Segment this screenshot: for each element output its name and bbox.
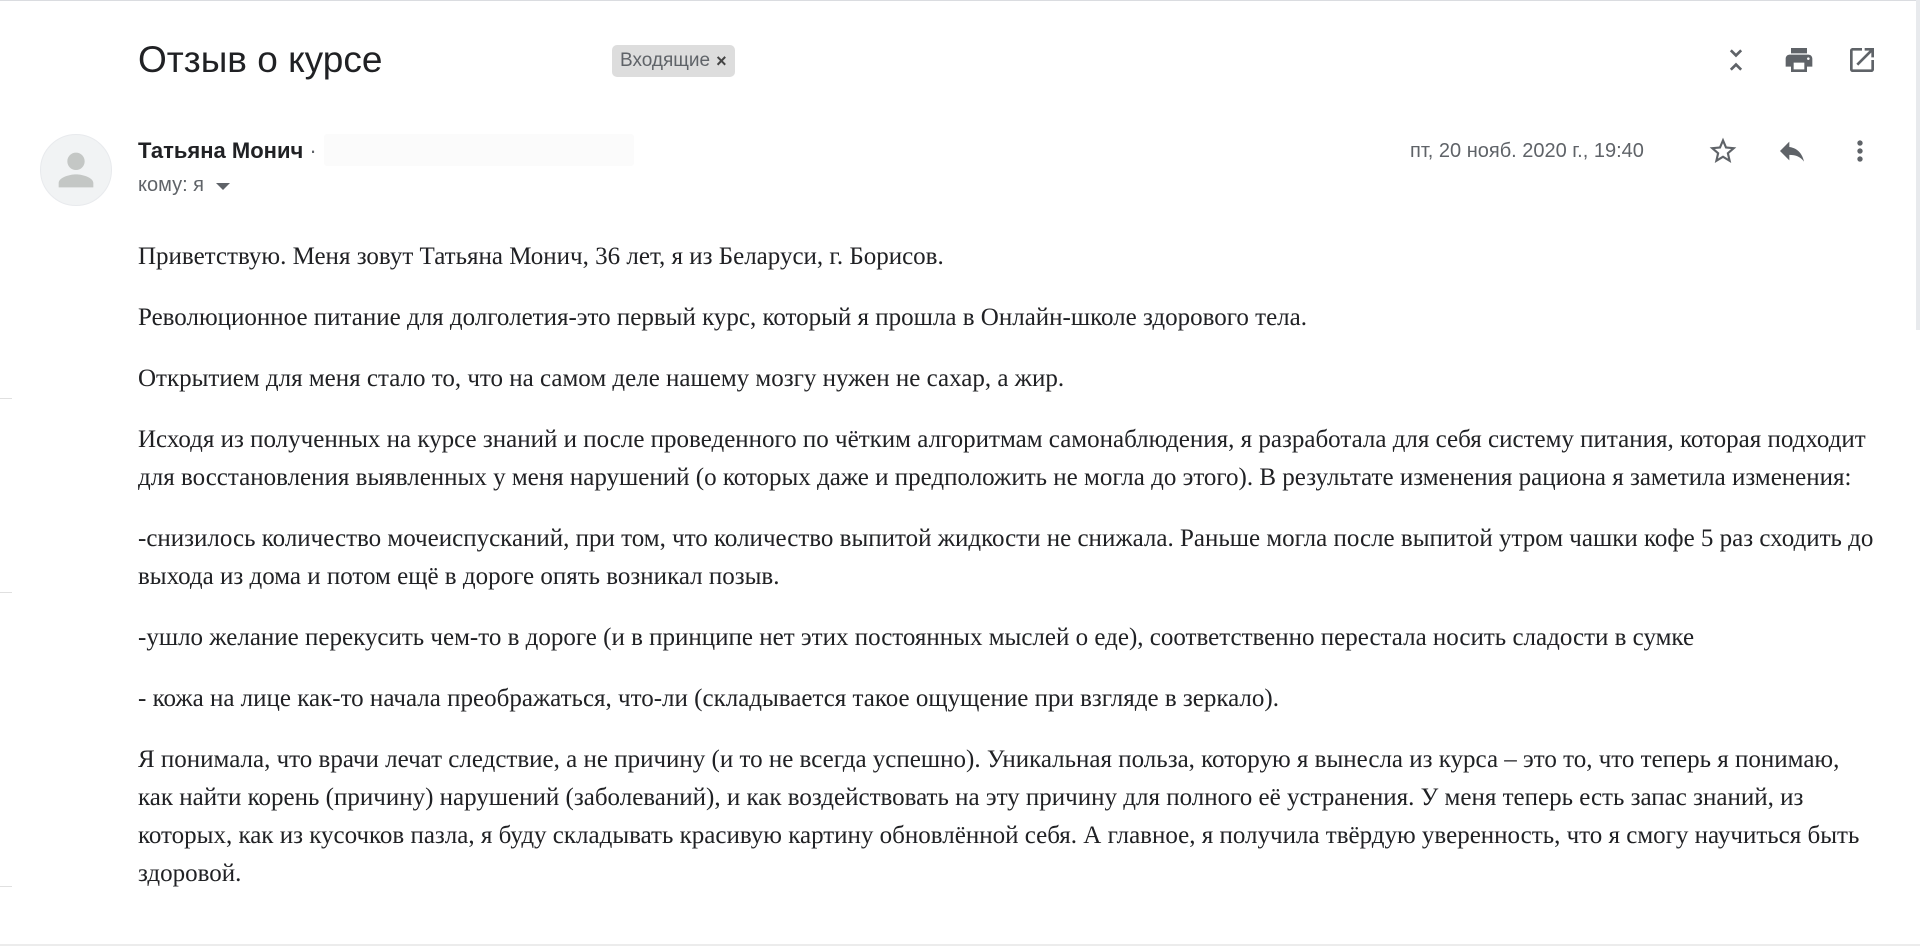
top-divider (0, 0, 1920, 1)
body-paragraph: Исходя из полученных на курсе знаний и после проведенного по чётким алгоритмам самонаблюдения, я разработала для себя систему питания, которая подходит для восстановления выявленных у меня нарушений (о которых даже и предположить не могла до этого). В результате изменения рациона я заметила изменения: (138, 426, 1866, 491)
divider-tick (0, 592, 12, 593)
sender-avatar (40, 134, 112, 206)
unfold-less-icon (1720, 44, 1752, 76)
reply-button[interactable] (1768, 127, 1816, 175)
body-paragraph: Открытием для меня стало то, что на самом деле нашему мозгу нужен не сахар, а жир. (138, 365, 1065, 392)
print-icon (1783, 44, 1815, 76)
divider-tick (0, 398, 12, 399)
recipient-text: кому: я (138, 174, 205, 196)
open-in-new-window-button[interactable] (1838, 36, 1886, 84)
body-paragraph: Я понимала, что врачи лечат следствие, а не причину (и то не всегда успешно). Уникальная польза, которую я вынесла из курса – это то, что теперь я понимаю, как найти корень (причину) нарушений (заболеваний), и как воздействовать на эту причину для полного её устранения. У меня теперь есть запас знаний, из которых, как из кусочков пазла, я буду складывать красивую картину обновлённой себя. А главное, я получила твёрдую уверенность, что я смогу научиться быть здоровой. (138, 746, 1860, 887)
caret-down-icon[interactable] (216, 183, 230, 190)
email-date: пт, 20 нояб. 2020 г., 19:40 (1410, 140, 1644, 162)
body-paragraph: Революционное питание для долголетия-это первый курс, который я прошла в Онлайн-школе здорового тела. (138, 304, 1307, 331)
sender-name[interactable]: Татьяна Монич (138, 138, 304, 163)
star-button[interactable] (1699, 127, 1747, 175)
collapse-all-button[interactable] (1712, 36, 1760, 84)
email-subject: Отзыв о курсе (138, 39, 383, 80)
divider-tick (0, 886, 12, 887)
body-paragraph: - кожа на лице как-то начала преображаться, что-ли (складывается такое ощущение при взгляде в зеркало). (138, 685, 1279, 712)
body-paragraph: -ушло желание перекусить чем-то в дороге (и в принципе нет этих постоянных мыслей о еде), соответственно перестала носить сладости в сумке (138, 624, 1695, 651)
label-chip-text: Входящие (620, 50, 711, 71)
open-in-new-icon (1846, 44, 1878, 76)
sender-separator: · (309, 138, 317, 163)
more-options-button[interactable] (1836, 127, 1884, 175)
more-vert-icon (1844, 135, 1876, 167)
reply-icon (1776, 135, 1808, 167)
label-chip-inbox[interactable] (612, 45, 735, 77)
redacted-sender-email (324, 134, 634, 166)
person-icon (50, 144, 102, 196)
body-paragraph: Приветствую. Меня зовут Татьяна Монич, 36 лет, я из Беларуси, г. Борисов. (138, 243, 944, 270)
scrollbar[interactable] (1916, 0, 1920, 330)
sender-name-row[interactable] (138, 138, 317, 164)
recipient-details-toggle[interactable] (138, 174, 230, 197)
body-paragraph: -снизилось количество мочеиспусканий, при том, что количество выпитой жидкости не снижала. Раньше могла после выпитой утром чашки кофе 5 раз сходить до выхода из дома и потом ещё в дороге опять возникал позыв. (138, 525, 1874, 590)
print-button[interactable] (1775, 36, 1823, 84)
remove-label-icon[interactable]: × (716, 51, 727, 71)
star-outline-icon (1707, 135, 1739, 167)
email-body (138, 238, 1878, 916)
